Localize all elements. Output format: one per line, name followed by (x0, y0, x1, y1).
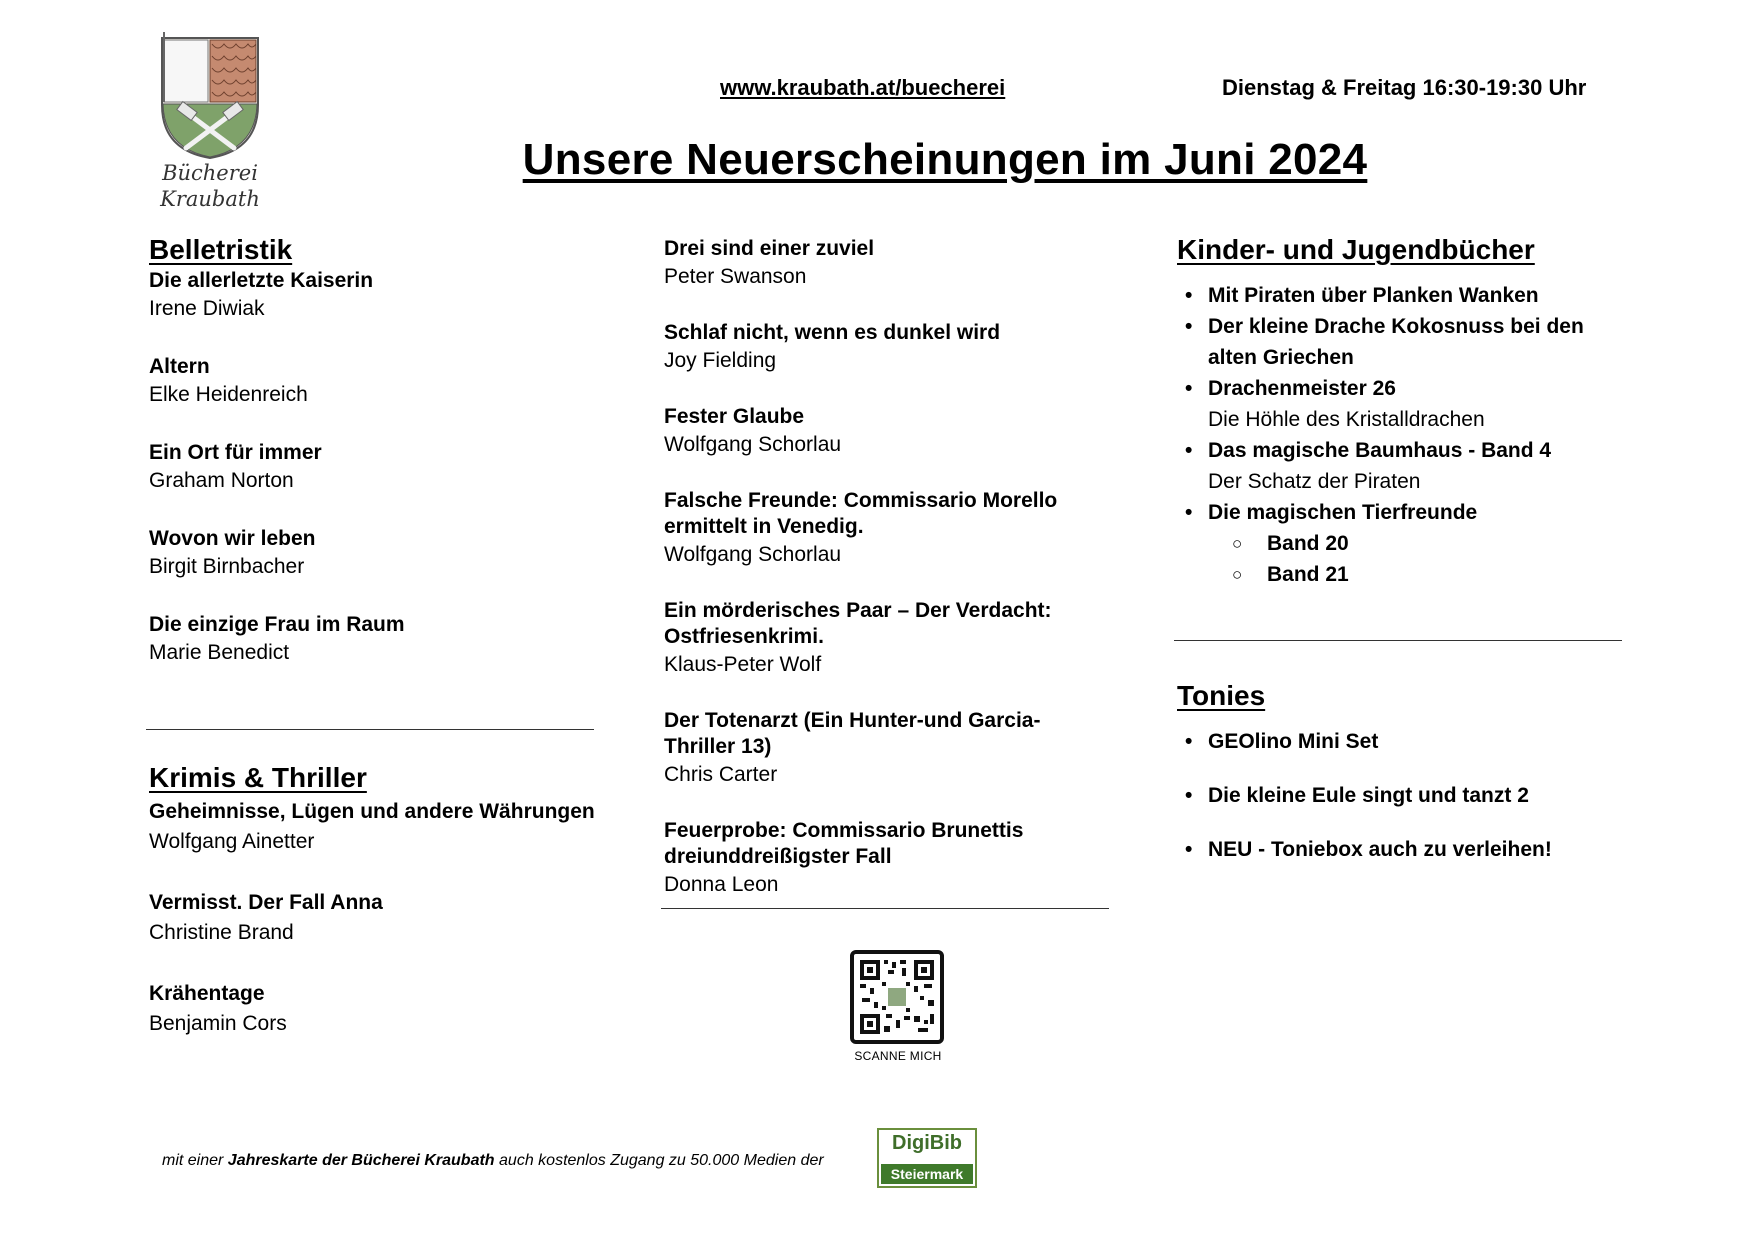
book-author: Donna Leon (664, 873, 779, 896)
book-title: Geheimnisse, Lügen und andere Währungen (149, 800, 595, 823)
belletristik-section (149, 234, 599, 698)
kids-book-title: • Das magische Baumhaus - Band 4 (1208, 439, 1552, 462)
book-author: Wolfgang Schorlau (664, 433, 842, 456)
kids-book-item (1177, 497, 1617, 528)
book-entry (149, 440, 599, 496)
footer-prefix: mit einer (162, 1152, 228, 1169)
book-title: Die einzige Frau im Raum (149, 613, 405, 636)
kids-book-title: • Mit Piraten über Planken Wanken (1208, 284, 1539, 307)
tonies-section (1177, 680, 1617, 888)
book-author: Graham Norton (149, 469, 294, 492)
book-entry (664, 598, 1114, 680)
kids-book-title: • Drachenmeister 26 (1208, 377, 1396, 400)
kids-book-subtitle: Die Höhle des Kristalldrachen (1208, 408, 1485, 431)
book-author: Joy Fielding (664, 349, 777, 372)
book-author: Christine Brand (149, 921, 294, 944)
digibib-logo-top: DigiBib (892, 1132, 962, 1154)
digibib-logo-bottom: Steiermark (881, 1164, 973, 1184)
book-title: Schlaf nicht, wenn es dunkel wird (664, 321, 1001, 344)
krimis-section (149, 762, 599, 1069)
tonie-item: • GEOlino Mini Set (1177, 726, 1617, 757)
book-entry (149, 354, 599, 410)
book-entry (664, 488, 1114, 570)
book-author: Klaus-Peter Wolf (664, 653, 822, 676)
kids-book-item (1177, 373, 1617, 435)
divider (661, 908, 1109, 909)
book-entry (664, 320, 1114, 376)
book-author: Benjamin Cors (149, 1012, 287, 1035)
book-author: Peter Swanson (664, 265, 807, 288)
book-author: Elke Heidenreich (149, 383, 308, 406)
footer-bold: Jahreskarte der Bücherei Kraubath (227, 1152, 495, 1169)
book-title: Krähentage (149, 982, 265, 1005)
digibib-logo[interactable] (877, 1128, 977, 1188)
book-entry (149, 612, 599, 668)
book-entry (664, 818, 1114, 900)
book-entry (664, 236, 1114, 292)
book-entry (149, 268, 599, 324)
qr-code[interactable] (850, 950, 944, 1044)
kids-book-title: • Die magischen Tierfreunde (1208, 501, 1478, 524)
book-author: Irene Diwiak (149, 297, 265, 320)
book-title: Die allerletzte Kaiserin (149, 269, 374, 292)
book-title: Vermisst. Der Fall Anna (149, 891, 383, 914)
book-entry (149, 978, 599, 1039)
book-author: Birgit Birnbacher (149, 555, 305, 578)
book-entry (149, 796, 599, 857)
logo-text-line1: Bücherei (162, 161, 258, 185)
section-heading-belletristik: Belletristik (149, 234, 293, 265)
book-author: Chris Carter (664, 763, 778, 786)
footer-note (162, 1152, 824, 1170)
section-heading-krimis: Krimis & Thriller (149, 762, 367, 793)
book-entry (664, 404, 1114, 460)
book-entry (149, 526, 599, 582)
divider (1174, 640, 1622, 641)
book-title: Der Totenarzt (Ein Hunter-und Garcia-Thriller 13) (664, 709, 1041, 758)
tonie-item: • Die kleine Eule singt und tanzt 2 (1177, 780, 1617, 811)
section-heading-tonies: Tonies (1177, 680, 1266, 711)
book-title: Feuerprobe: Commissario Brunettis dreiunddreißigster Fall (664, 819, 1024, 868)
kinder-section (1177, 234, 1617, 590)
kids-volume-item: ○ Band 20 (1177, 528, 1617, 559)
divider (146, 729, 594, 730)
kids-volume-item: ○ Band 21 (1177, 559, 1617, 590)
book-title: Ein mörderisches Paar – Der Verdacht: Ostfriesenkrimi. (664, 599, 1052, 648)
kids-book-subtitle: Der Schatz der Piraten (1208, 470, 1421, 493)
book-title: Fester Glaube (664, 405, 805, 428)
opening-hours: Dienstag & Freitag 16:30-19:30 Uhr (1222, 75, 1587, 100)
book-entry (664, 708, 1114, 790)
book-title: Wovon wir leben (149, 527, 316, 550)
book-author: Marie Benedict (149, 641, 290, 664)
library-logo (150, 30, 270, 215)
book-author: Wolfgang Ainetter (149, 830, 315, 853)
website-link[interactable]: www.kraubath.at/buecherei (720, 75, 1006, 100)
qr-code-icon (854, 954, 940, 1040)
page-title: Unsere Neuerscheinungen im Juni 2024 (522, 135, 1368, 184)
book-title: Altern (149, 355, 210, 378)
section-heading-kinder: Kinder- und Jugendbücher (1177, 234, 1535, 265)
kids-book-item (1177, 280, 1617, 311)
kids-book-item (1177, 435, 1617, 497)
book-title: Falsche Freunde: Commissario Morello ermittelt in Venedig. (664, 489, 1058, 538)
middle-book-list (664, 236, 1114, 928)
kids-book-title: • Der kleine Drache Kokosnuss bei den alten Griechen (1208, 315, 1584, 369)
tonie-item: • NEU - Toniebox auch zu verleihen! (1177, 834, 1617, 865)
book-title: Ein Ort für immer (149, 441, 322, 464)
logo-text-line2: Kraubath (160, 187, 260, 211)
book-title: Drei sind einer zuviel (664, 237, 875, 260)
qr-caption: SCANNE MICH (854, 1049, 942, 1063)
book-entry (149, 887, 599, 948)
kids-book-item (1177, 311, 1617, 373)
footer-suffix: auch kostenlos Zugang zu 50.000 Medien der (494, 1152, 824, 1169)
book-author: Wolfgang Schorlau (664, 543, 842, 566)
